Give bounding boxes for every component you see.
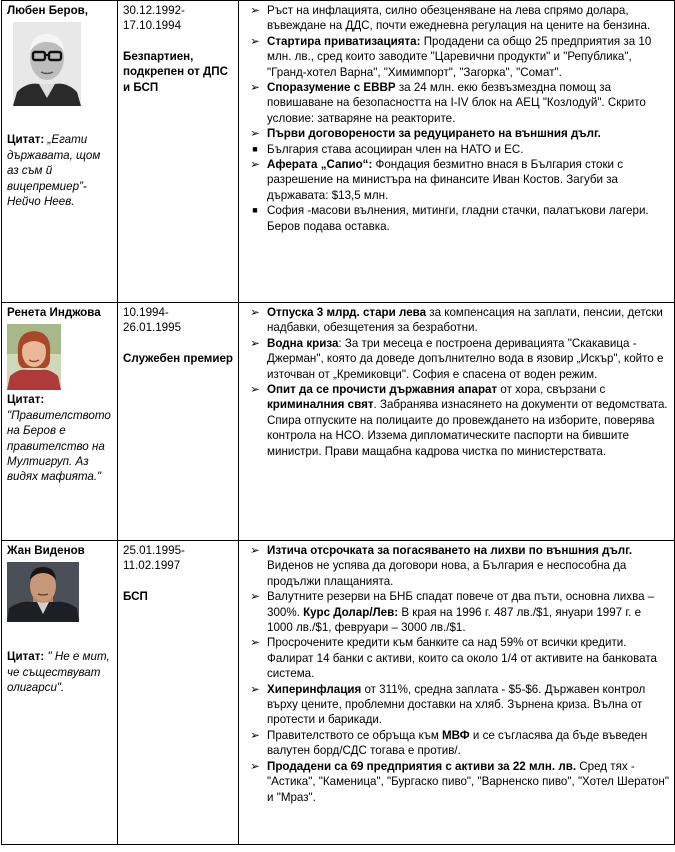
- list-item: [244, 728, 669, 759]
- arrow-bullet-icon: ➢: [250, 759, 260, 773]
- arrow-bullet-icon: ➢: [250, 127, 260, 141]
- item-text: от хора, свързани с: [497, 383, 606, 397]
- term-start: 10.1994-: [123, 306, 169, 319]
- arrow-bullet-icon: ➢: [250, 336, 260, 350]
- bold-text: Опит да се прочисти държавния апарат: [267, 383, 498, 397]
- cabinets-table: [1, 0, 675, 845]
- list-item: [244, 203, 669, 234]
- premier-portrait: [13, 22, 81, 106]
- term-cell: [118, 303, 239, 541]
- bold-text: Изтича отсрочката за погасяването на лихви по външния дълг.: [267, 544, 633, 557]
- events-list: [244, 305, 669, 459]
- term-start: 30.12.1992-: [123, 4, 185, 17]
- bold-text: Аферата „Сапио“:: [267, 158, 373, 172]
- item-text: за 24 млн. екю безвъзмездна помощ за повишаване на безопасността на I-IV блок на АЕЦ "Козлодуй". Скрито условие: затваряне на реакторите.: [267, 81, 646, 125]
- square-bullet-icon: ■: [252, 143, 258, 154]
- quote-label: Цитат:: [7, 133, 45, 147]
- arrow-bullet-icon: ➢: [250, 34, 260, 48]
- list-item: [244, 589, 669, 635]
- table-row: [2, 1, 675, 303]
- quote-label: Цитат:: [7, 393, 45, 407]
- bold-text: Водна криза: [267, 336, 339, 350]
- bold-text: Продадени са 69 предприятия с активи за 22 млн. лв.: [267, 759, 577, 773]
- item-text: София -масови вълнения, митинги, гладни стачки, палатъкови лагери. Беров подава оставка.: [267, 204, 649, 233]
- item-text: : За три месеца е построена деривацията "Скакавица - Джерман", която да доведе допълнително вода в язовир „Искър", който е източван от „Кремиковци". София е спасена от воден режим.: [267, 336, 664, 381]
- bold-text: Стартира приватизацията:: [267, 34, 421, 48]
- item-text: България става асоцииран член на НАТО и ЕС.: [267, 142, 524, 156]
- arrow-bullet-icon: ➢: [250, 383, 260, 397]
- list-item: [244, 80, 669, 126]
- events-list: [244, 3, 669, 234]
- premier-name: Ренета Инджова: [7, 306, 101, 319]
- item-text: В края на 1996 г. 487 лв./$1, януари 1997 г. е 1000 лв./$1, февруари – 3000 лв./$1.: [267, 605, 642, 635]
- quote-text: " Не е мит, че съществуват олигарси".: [7, 650, 110, 695]
- list-item: [244, 142, 669, 157]
- item-text: и се съгласява да бъде въведен валутен борд/СДС тогава е против/.: [267, 728, 648, 758]
- bold-text: Първи договорености за редуцирането на външния дълг.: [267, 127, 601, 141]
- term-end: 26.01.1995: [123, 321, 182, 335]
- party-label: Безпартиен, подкрепен от ДПС и БСП: [123, 49, 228, 94]
- item-text: Фондация безмитно внася в България стоки с разрешение на министъра на финансите Иван Костов. Загуби за държавата: $13,5 млн.: [267, 158, 624, 202]
- arrow-bullet-icon: ➢: [250, 306, 260, 319]
- table-row: [2, 303, 675, 541]
- item-text: Валутните резерви на БНБ спадат повече от два пъти, основна лихва – 300%.: [267, 590, 655, 619]
- square-bullet-icon: ■: [252, 205, 258, 216]
- list-item: [244, 543, 669, 589]
- list-item: [244, 305, 669, 336]
- arrow-bullet-icon: ➢: [250, 81, 260, 95]
- list-item: [244, 635, 669, 681]
- list-item: [244, 759, 669, 805]
- table-row: [2, 541, 675, 845]
- item-text: Просрочените кредити към банките са над 59% от всички кредити. Фалират 14 банки с активи, които са около 1/4 от активите на банковата система.: [267, 636, 657, 681]
- item-text: за компенсация на заплати, пенсии, детски надбавки, обезщетения за безработни.: [267, 306, 663, 335]
- list-item: [244, 3, 669, 34]
- events-cell: [239, 1, 675, 303]
- premier-cell: [2, 1, 118, 303]
- term-end: 11.02.1997: [123, 559, 181, 573]
- bold-text: криминалния свят: [267, 398, 374, 412]
- premier-cell: [2, 541, 118, 845]
- item-text: Ръст на инфлацията, силно обезценяване на лева спрямо долара, въвеждане на ДДС, почти ежедневна регулация на цените на бензина.: [267, 4, 651, 33]
- arrow-bullet-icon: ➢: [250, 544, 260, 557]
- party-label: БСП: [123, 589, 148, 603]
- premier-cell: [2, 303, 118, 541]
- term-cell: [118, 1, 239, 303]
- events-cell: [239, 541, 675, 845]
- item-text: Виденов не успява да договори нова, а България е неспособна да продължи плащанията.: [267, 559, 627, 588]
- arrow-bullet-icon: ➢: [250, 728, 260, 742]
- arrow-bullet-icon: ➢: [250, 682, 260, 696]
- item-text: . Забранява изнасянето на документи от ведомствата. Спира отпуските на полицаите до провеждането на изборите, поверява контрола на НСО. Иззема дипломатическите паспорти на бившите министри. Прави мащабна кадрова чистка по министерствата.: [267, 398, 668, 458]
- quote-text: "Правителството на Беров е правителство на Мултигруп. Аз видях мафията.": [7, 408, 111, 484]
- item-text: Продадени са общо 25 предприятия за 10 млн. лв., сред които заводите "Царевични продукти" и "Република", "Гранд-хотел Варна", "Химимпорт", "Загорка", "Сомат".: [267, 34, 652, 79]
- bold-text: Споразумение с ЕВВР: [267, 81, 396, 95]
- bold-text: Хиперинфлация: [267, 682, 362, 696]
- premier-name: Жан Виденов: [7, 544, 85, 557]
- premier-portrait: [7, 562, 79, 622]
- list-item: [244, 682, 669, 728]
- premier-name: Любен Беров,: [7, 4, 89, 17]
- bold-text: Курс Долар/Лев:: [303, 605, 399, 619]
- events-list: [244, 543, 669, 805]
- list-item: [244, 336, 669, 382]
- party-label: Служебен премиер: [123, 351, 233, 365]
- bold-text: МВФ: [442, 728, 470, 742]
- arrow-bullet-icon: ➢: [250, 4, 260, 17]
- events-cell: [239, 303, 675, 541]
- arrow-bullet-icon: ➢: [250, 636, 260, 650]
- term-cell: [118, 541, 239, 845]
- term-end: 17.10.1994: [123, 19, 182, 33]
- arrow-bullet-icon: ➢: [250, 158, 260, 172]
- premier-portrait: [7, 324, 61, 390]
- list-item: [244, 382, 669, 459]
- item-text: Сред тях -"Астика", "Каменица", "Бургаско пиво", "Варненско пиво", "Хотел Шератон" и "Мраз".: [267, 759, 669, 804]
- list-item: [244, 157, 669, 203]
- list-item: [244, 34, 669, 80]
- item-text: от 311%, средна заплата - $5-$6. Държавен контрол върху цените, проблемни доставки на хляб. Зърнена криза. Вълна от протести и барикади.: [267, 682, 646, 727]
- item-text: Правителството се обръща към: [267, 728, 443, 742]
- term-start: 25.01.1995-: [123, 544, 185, 557]
- quote-label: Цитат:: [7, 650, 45, 664]
- bold-text: Отпуска 3 млрд. стари лева: [267, 306, 427, 319]
- quote-text: „Егати държавата, щом аз съм й вицепремиер”- Нейчо Неев.: [7, 133, 101, 209]
- arrow-bullet-icon: ➢: [250, 590, 260, 604]
- list-item: [244, 126, 669, 141]
